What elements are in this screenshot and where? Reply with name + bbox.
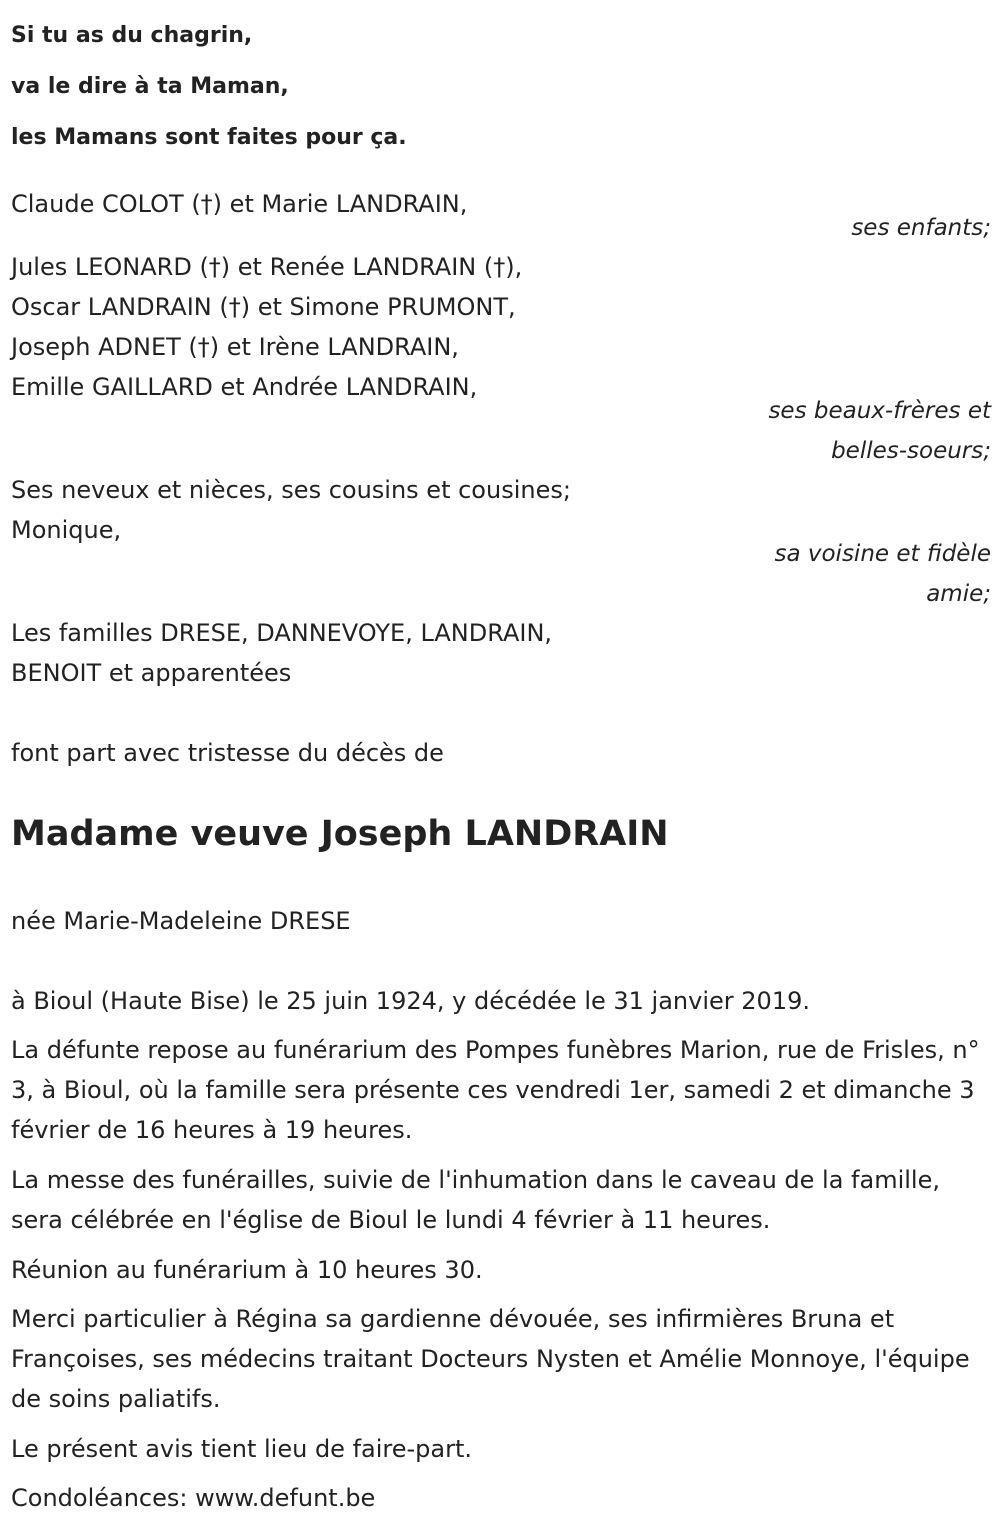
- birth-name: née Marie-Madeleine DRESE: [11, 907, 351, 935]
- children-line: Claude COLOT (†) et Marie LANDRAIN,: [11, 190, 468, 218]
- sibling-line: Jules LEONARD (†) et Renée LANDRAIN (†),: [11, 253, 523, 281]
- notice-paragraph: Le présent avis tient lieu de faire-part.: [11, 1435, 473, 1463]
- neighbor-role: sa voisine et fidèle: [774, 541, 991, 567]
- nephews-line: Ses neveux et nièces, ses cousins et cousines;: [11, 476, 571, 504]
- sibling-line: Oscar LANDRAIN (†) et Simone PRUMONT,: [11, 293, 516, 321]
- dates-paragraph: à Bioul (Haute Bise) le 25 juin 1924, y décédée le 31 janvier 2019.: [11, 987, 810, 1015]
- poem-line: Si tu as du chagrin,: [11, 23, 253, 48]
- families-line: Les familles DRESE, DANNEVOYE, LANDRAIN,: [11, 619, 553, 647]
- siblings-role: ses beaux-frères et: [768, 398, 991, 424]
- opening-poem: [11, 10, 407, 163]
- sibling-line: Emille GAILLARD et Andrée LANDRAIN,: [11, 373, 478, 401]
- sibling-line: Joseph ADNET (†) et Irène LANDRAIN,: [11, 333, 459, 361]
- poem-line: les Mamans sont faites pour ça.: [11, 125, 407, 150]
- announcement: font part avec tristesse du décès de: [11, 739, 444, 767]
- children-role: ses enfants;: [851, 215, 991, 241]
- neighbor-line: Monique,: [11, 516, 122, 544]
- visitation-paragraph: La défunte repose au funérarium des Pompes funèbres Marion, rue de Frisles, n° 3, à Bioul, où la famille sera présente ces vendredi 1er, samedi 2 et dimanche 3 février de 16 heures à 19 heures.: [11, 1036, 980, 1144]
- meeting-paragraph: Réunion au funérarium à 10 heures 30.: [11, 1256, 483, 1284]
- deceased-name: Madame veuve Joseph LANDRAIN: [11, 814, 669, 854]
- neighbor-role: amie;: [926, 581, 991, 607]
- thanks-paragraph: Merci particulier à Régina sa gardienne dévouée, ses infirmières Bruna et Françoises, ses médecins traitant Docteurs Nysten et Amélie Monnoye, l'équipe de soins paliatifs.: [11, 1305, 970, 1413]
- condolences-paragraph: Condoléances: www.defunt.be: [11, 1484, 376, 1512]
- poem-line: va le dire à ta Maman,: [11, 74, 289, 99]
- mass-paragraph: La messe des funérailles, suivie de l'inhumation dans le caveau de la famille, sera célébrée en l'église de Bioul le lundi 4 février à 11 heures.: [11, 1166, 940, 1234]
- families-line: BENOIT et apparentées: [11, 659, 292, 687]
- siblings-role: belles-soeurs;: [831, 438, 991, 464]
